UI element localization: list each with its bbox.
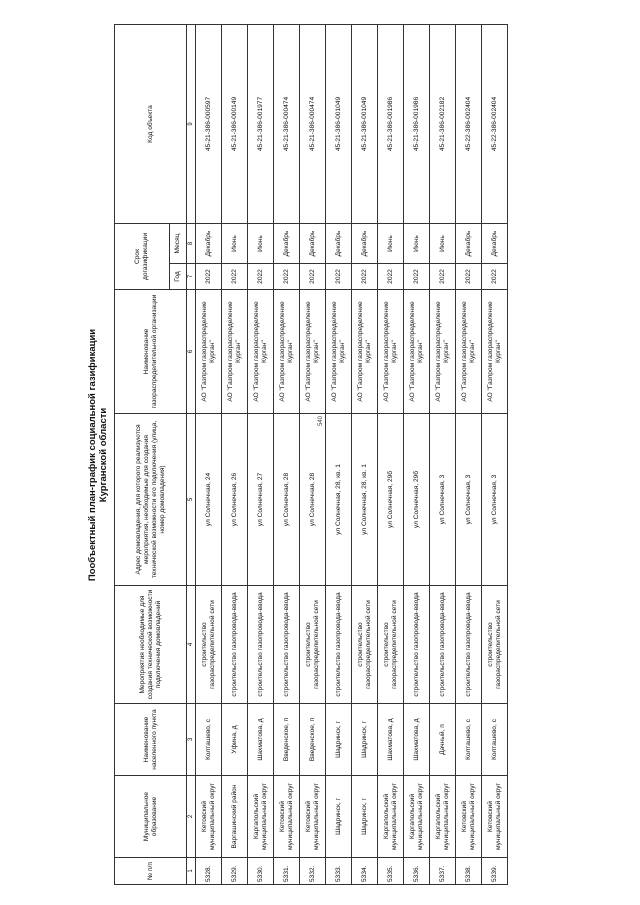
cell-settlement: Шадринск, г (326, 704, 352, 776)
cell-settlement: Шадринск, г (352, 704, 378, 776)
column-number: 5 (187, 414, 196, 586)
cell-settlement: Колташево, с (482, 704, 508, 776)
cell-year: 2022 (300, 264, 326, 290)
cell-num: 5333. (326, 858, 352, 885)
cell-num: 5339. (482, 858, 508, 885)
cell-code: 45-21-386-000474 (300, 25, 326, 224)
cell-organization: АО "Газпром газораспределение Курган" (404, 290, 430, 414)
table-row (248, 25, 274, 885)
cell-address: ул Солнечная, 24 (196, 414, 222, 586)
cell-code: 45-21-386-001049 (326, 25, 352, 224)
cell-municipality: Каргапольский муниципальный округ (404, 776, 430, 858)
cell-organization: АО "Газпром газораспределение Курган" (326, 290, 352, 414)
cell-address: ул Солнечная, 28, кв. 1 (352, 414, 378, 586)
cell-year: 2022 (352, 264, 378, 290)
cell-year: 2022 (222, 264, 248, 290)
cell-settlement: Шахматова, д (404, 704, 430, 776)
table-row (430, 25, 456, 885)
cell-municipality: Каргапольский муниципальный округ (248, 776, 274, 858)
cell-organization: АО "Газпром газораспределение Курган" (274, 290, 300, 414)
cell-organization: АО "Газпром газораспределение Курган" (456, 290, 482, 414)
cell-code: 45-21-386-001986 (378, 25, 404, 224)
cell-code: 45-21-386-001986 (404, 25, 430, 224)
cell-address: ул Солнечная, 28 (300, 414, 326, 586)
cell-measures: строительство газораспределительной сети (196, 586, 222, 704)
cell-address: ул Солнечная, 29б (378, 414, 404, 586)
header-address: Адрес домовладения, для которого реализуются мероприятия, необходимые для создания технической возможности его подключения (улица, номер домовладения) (115, 414, 187, 586)
cell-measures: строительство газопровода-ввода (430, 586, 456, 704)
cell-address: ул Солнечная, 28, кв. 1 (326, 414, 352, 586)
table-body (196, 25, 508, 885)
cell-num: 5335. (378, 858, 404, 885)
cell-code: 45-21-386-002182 (430, 25, 456, 224)
column-number: 4 (187, 586, 196, 704)
cell-num: 5328. (196, 858, 222, 885)
cell-measures: строительство газораспределительной сети (300, 586, 326, 704)
cell-num: 5336. (404, 858, 430, 885)
cell-month: Июнь (248, 224, 274, 264)
cell-month: Декабрь (456, 224, 482, 264)
column-number: 3 (187, 704, 196, 776)
cell-code: 45-21-386-001049 (352, 25, 378, 224)
table-row (456, 25, 482, 885)
header-num: № п/п (115, 858, 187, 885)
cell-month: Декабрь (196, 224, 222, 264)
cell-code: 45-22-386-002404 (456, 25, 482, 224)
cell-num: 5330. (248, 858, 274, 885)
cell-measures: строительство газораспределительной сети (352, 586, 378, 704)
cell-municipality: Кетовский муниципальный округ (482, 776, 508, 858)
cell-municipality: Шадринск, г (352, 776, 378, 858)
column-number: 2 (187, 776, 196, 858)
cell-settlement: Шахматова, д (378, 704, 404, 776)
cell-measures: строительство газораспределительной сети (482, 586, 508, 704)
column-number: 7 (187, 264, 196, 290)
cell-measures: строительство газопровода-ввода (326, 586, 352, 704)
cell-month: Июнь (378, 224, 404, 264)
column-number: 6 (187, 290, 196, 414)
cell-organization: АО "Газпром газораспределение Курган" (300, 290, 326, 414)
column-number: 8 (187, 224, 196, 264)
title-line-1: Пообъектный план-график социальной газификации (87, 328, 98, 582)
cell-organization: АО "Газпром газораспределение Курган" (430, 290, 456, 414)
header-municipality: Муниципальное образование (115, 776, 187, 858)
cell-num: 5329. (222, 858, 248, 885)
cell-municipality: Кетовский муниципальный округ (196, 776, 222, 858)
page-number: 540 (318, 416, 324, 427)
cell-month: Июнь (430, 224, 456, 264)
header-organization: Наименование газораспределительной организации (115, 290, 187, 414)
cell-organization: АО "Газпром газораспределение Курган" (482, 290, 508, 414)
cell-measures: строительство газопровода-ввода (456, 586, 482, 704)
column-number: 9 (187, 25, 196, 224)
table-row (196, 25, 222, 885)
header-measures: Мероприятия необходимые для создания технической возможности подключения домовладений (115, 586, 187, 704)
cell-municipality: Кетовский муниципальный округ (274, 776, 300, 858)
cell-address: ул Солнечная, 3 (430, 414, 456, 586)
header-settlement: Наименование населенного пункта (115, 704, 187, 776)
cell-municipality: Кетовский муниципальный округ (456, 776, 482, 858)
cell-organization: АО "Газпром газораспределение Курган" (248, 290, 274, 414)
table-row (326, 25, 352, 885)
header-deadline: Срок догазификации (115, 224, 170, 290)
cell-year: 2022 (482, 264, 508, 290)
cell-month: Декабрь (274, 224, 300, 264)
cell-code: 45-21-386-000474 (274, 25, 300, 224)
cell-settlement: Дачный, п (430, 704, 456, 776)
cell-num: 5334. (352, 858, 378, 885)
table-row (222, 25, 248, 885)
cell-settlement: Введенское, п (274, 704, 300, 776)
cell-settlement: Колташево, с (456, 704, 482, 776)
cell-code: 45-21-386-000149 (222, 25, 248, 224)
cell-municipality: Кетовский муниципальный округ (300, 776, 326, 858)
cell-address: ул Солнечная, 26 (222, 414, 248, 586)
cell-year: 2022 (404, 264, 430, 290)
cell-organization: АО "Газпром газораспределение Курган" (222, 290, 248, 414)
cell-measures: строительство газопровода-ввода (404, 586, 430, 704)
cell-municipality: Каргапольский муниципальный округ (378, 776, 404, 858)
table-row (300, 25, 326, 885)
cell-month: Июнь (404, 224, 430, 264)
table-row (274, 25, 300, 885)
table-row (482, 25, 508, 885)
gasification-table (114, 24, 508, 885)
cell-year: 2022 (378, 264, 404, 290)
cell-address: ул Солнечная, 27 (248, 414, 274, 586)
header-code: Код объекта (115, 25, 187, 224)
cell-measures: строительство газораспределительной сети (378, 586, 404, 704)
cell-municipality: Варгашинский район (222, 776, 248, 858)
cell-settlement: Шахматова, д (248, 704, 274, 776)
cell-year: 2022 (456, 264, 482, 290)
cell-num: 5338. (456, 858, 482, 885)
header-month: Месяц (170, 224, 187, 264)
cell-measures: строительство газопровода-ввода (222, 586, 248, 704)
cell-organization: АО "Газпром газораспределение Курган" (378, 290, 404, 414)
cell-year: 2022 (196, 264, 222, 290)
cell-month: Декабрь (482, 224, 508, 264)
cell-measures: строительство газопровода-ввода (248, 586, 274, 704)
cell-code: 45-21-386-000597 (196, 25, 222, 224)
cell-address: ул Солнечная, 28 (274, 414, 300, 586)
cell-settlement: Уфина, д (222, 704, 248, 776)
cell-settlement: Введенское, п (300, 704, 326, 776)
cell-month: Декабрь (326, 224, 352, 264)
cell-year: 2022 (430, 264, 456, 290)
document-title (87, 25, 109, 885)
cell-year: 2022 (274, 264, 300, 290)
cell-year: 2022 (248, 264, 274, 290)
cell-num: 5332. (300, 858, 326, 885)
cell-municipality: Каргапольский муниципальный округ (430, 776, 456, 858)
table-row (404, 25, 430, 885)
cell-organization: АО "Газпром газораспределение Курган" (196, 290, 222, 414)
table-row (352, 25, 378, 885)
title-line-2: Курганской области (98, 407, 109, 503)
cell-code: 45-21-386-001977 (248, 25, 274, 224)
cell-settlement: Колташево, с (196, 704, 222, 776)
cell-organization: АО "Газпром газораспределение Курган" (352, 290, 378, 414)
cell-year: 2022 (326, 264, 352, 290)
cell-address: ул Солнечная, 3 (456, 414, 482, 586)
cell-municipality: Шадринск, г (326, 776, 352, 858)
cell-num: 5337. (430, 858, 456, 885)
cell-num: 5331. (274, 858, 300, 885)
cell-address: ул Солнечная, 29б (404, 414, 430, 586)
cell-month: Декабрь (352, 224, 378, 264)
column-number: 1 (187, 858, 196, 885)
cell-month: Декабрь (300, 224, 326, 264)
table-row (378, 25, 404, 885)
cell-month: Июнь (222, 224, 248, 264)
cell-address: ул Солнечная, 3 (482, 414, 508, 586)
table-wrapper (114, 24, 508, 885)
header-year: Год (170, 264, 187, 290)
cell-code: 45-22-386-002404 (482, 25, 508, 224)
cell-measures: строительство газопровода-ввода (274, 586, 300, 704)
rotated-page (87, 25, 547, 885)
